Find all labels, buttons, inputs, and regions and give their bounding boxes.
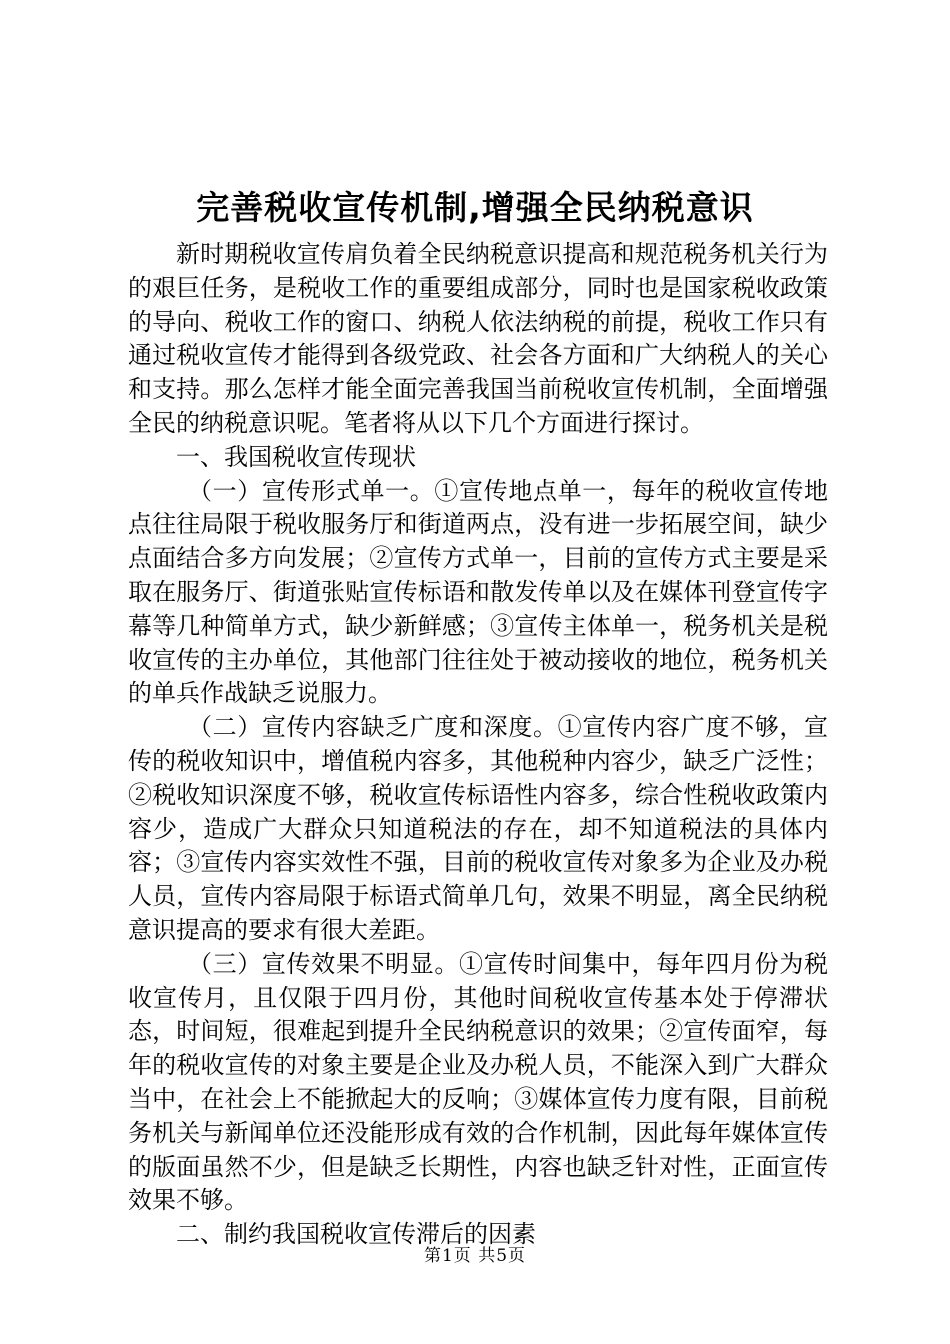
subsection-1: （一）宣传形式单一。①宣传地点单一，每年的税收宣传地点往往局限于税收服务厅和街道两点，没有进一步拓展空间，缺少点面结合多方向发展；②宣传方式单一，目前的宣传方式主要是采取在服务厅、街道张贴宣传标语和散发传单以及在媒体刊登宣传字幕等几种简单方式，缺少新鲜感；③宣传主体单一，税务机关是税收宣传的主办单位，其他部门往往处于被动接收的地位，税务机关的单兵作战缺乏说服力。 — [128, 476, 828, 708]
paragraph-intro: 新时期税收宣传肩负着全民纳税意识提高和规范税务机关行为的艰巨任务，是税收工作的重要组成部分，同时也是国家税收政策的导向、税收工作的窗口、纳税人依法纳税的前提，税收工作只有通过税收宣传才能得到各级党政、社会各方面和广大纳税人的关心和支持。那么怎样才能全面完善我国当前税收宣传机制，全面增强全民的纳税意识呢。笔者将从以下几个方面进行探讨。 — [128, 240, 828, 437]
document-title: 完善税收宣传机制,增强全民纳税意识 — [196, 188, 754, 227]
document-body — [128, 238, 828, 1252]
page-indicator: 第1页 共5页 — [423, 1246, 527, 1266]
section-heading-2: 二、制约我国税收宣传滞后的因素 — [176, 1220, 536, 1249]
subsection-2: （二）宣传内容缺乏广度和深度。①宣传内容广度不够，宣传的税收知识中，增值税内容多，其他税种内容少，缺乏广泛性；②税收知识深度不够，税收宣传标语性内容多，综合性税收政策内容少，造成广大群众只知道税法的存在，却不知道税法的具体内容；③宣传内容实效性不强，目前的税收宣传对象多为企业及办税人员，宣传内容局限于标语式简单几句，效果不明显，离全民纳税意识提高的要求有很大差距。 — [128, 713, 828, 944]
subsection-3: （三）宣传效果不明显。①宣传时间集中，每年四月份为税收宣传月，且仅限于四月份，其他时间税收宣传基本处于停滞状态，时间短，很难起到提升全民纳税意识的效果；②宣传面窄，每年的税收宣传的对象主要是企业及办税人员，不能深入到广大群众当中，在社会上不能掀起大的反响；③媒体宣传力度有限，目前税务机关与新闻单位还没能形成有效的合作机制，因此每年媒体宣传的版面虽然不少，但是缺乏长期性，内容也缺乏针对性，正面宣传效果不够。 — [128, 949, 828, 1215]
section-heading-1: 一、我国税收宣传现状 — [176, 442, 416, 471]
